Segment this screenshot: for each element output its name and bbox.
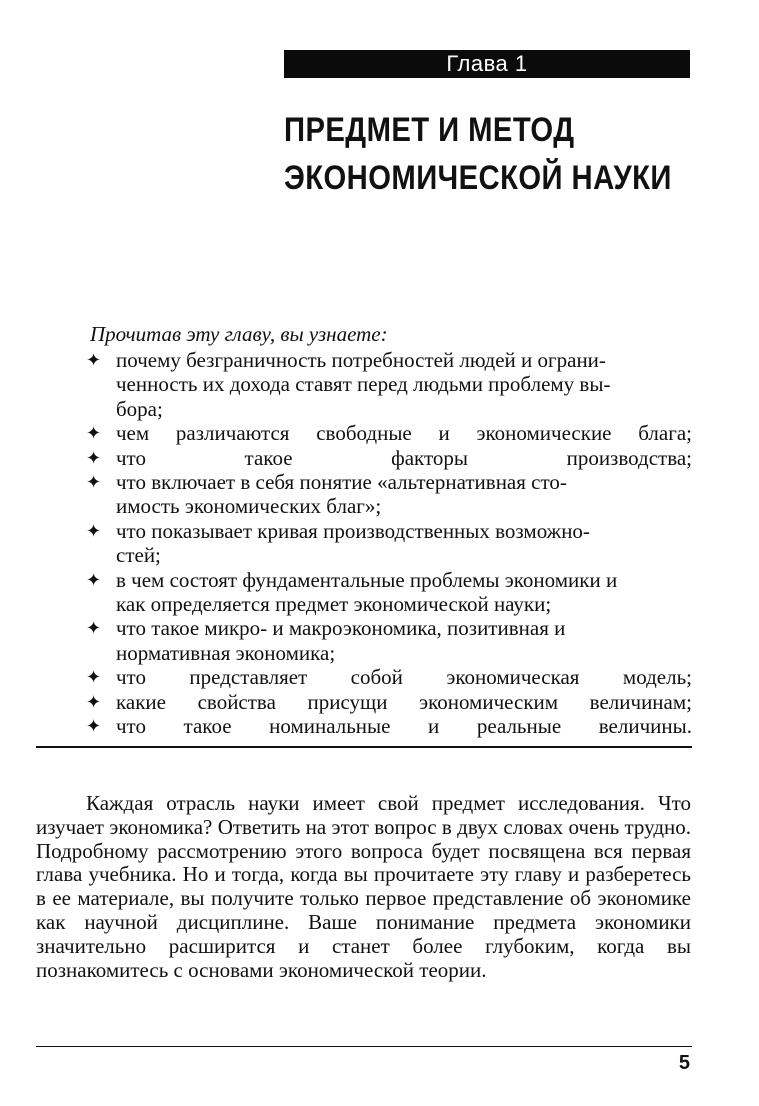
four-point-star-icon: ✦ [86, 667, 102, 688]
objective-text [116, 714, 692, 738]
objective-line: что такое номинальные и реальные величины. [116, 714, 692, 739]
chapter-title-line-2: ЭКОНОМИЧЕСКОЙ НАУКИ [284, 159, 672, 197]
objective-text [116, 446, 692, 470]
objective-text [116, 690, 692, 714]
footer-rule [36, 1046, 692, 1047]
four-point-star-icon: ✦ [86, 423, 102, 444]
four-point-star-icon: ✦ [86, 569, 102, 590]
four-point-star-icon: ✦ [86, 520, 102, 541]
objective-line: что представляет собой экономическая модель; [116, 665, 692, 690]
objectives-heading: Прочитав эту главу, вы узнаете: [90, 322, 388, 346]
objective-line: как определяется предмет экономической науки; [116, 592, 552, 617]
objective-text [116, 616, 692, 665]
four-point-star-icon: ✦ [86, 447, 102, 468]
objective-line: почему безграничность потребностей людей и ограни- [116, 348, 606, 372]
objective-line: стей; [116, 543, 161, 568]
objective-item [84, 616, 692, 665]
four-point-star-icon: ✦ [86, 691, 102, 712]
objective-text [116, 470, 692, 519]
four-point-star-icon: ✦ [86, 472, 102, 493]
four-point-star-icon: ✦ [86, 350, 102, 370]
objective-item [84, 714, 692, 738]
objective-text [116, 568, 692, 617]
objective-item [84, 568, 692, 617]
objective-item [84, 470, 692, 519]
page-number: 5 [678, 1052, 690, 1074]
section-divider [36, 746, 692, 748]
objective-line: что такое микро- и макроэкономика, позитивная и [116, 616, 566, 641]
four-point-star-icon: ✦ [86, 716, 102, 737]
objective-item [84, 348, 692, 421]
objective-line: нормативная экономика; [116, 640, 336, 665]
objective-item [84, 519, 692, 568]
objective-line: имость экономических благ»; [116, 494, 382, 519]
objective-line: чем различаются свободные и экономические блага; [116, 421, 692, 446]
objective-text [116, 348, 692, 421]
objective-item [84, 421, 692, 445]
objective-item [84, 665, 692, 689]
objectives-list [84, 348, 692, 739]
intro-paragraph: Каждая отрасль науки имеет свой предмет исследования. Что изучает экономика? Ответить на этот вопрос в двух словах очень трудно. Подробному рассмотрению этого вопроса будет посвящена вся первая глава учебника. Но и тогда, когда вы прочитаете эту главу и разберетесь в ее материале, вы получите только первое представление об экономике как научной дисциплине. Ваше понимание предмета экономики значительно расширится и станет более глубоким, когда вы познакомитесь с основами экономической теории. [36, 791, 691, 982]
four-point-star-icon: ✦ [86, 618, 102, 639]
objective-text [116, 421, 692, 445]
objective-item [84, 446, 692, 470]
chapter-title-line-1: ПРЕДМЕТ И МЕТОД [284, 111, 575, 149]
chapter-label: Глава 1 [446, 51, 528, 76]
chapter-title [284, 106, 672, 202]
objective-text [116, 665, 692, 689]
objective-line: что показывает кривая производственных возможно- [116, 518, 590, 543]
objective-line: что включает в себя понятие «альтернативная сто- [116, 470, 567, 495]
objective-line: бора; [116, 396, 163, 421]
objective-line: в чем состоят фундаментальные проблемы экономики и [116, 567, 618, 592]
objective-item [84, 690, 692, 714]
objective-line: что такое факторы производства; [116, 445, 692, 470]
chapter-label-bar [284, 50, 690, 78]
objective-text [116, 519, 692, 568]
objective-line: какие свойства присущи экономическим величинам; [116, 689, 692, 714]
objective-line: ченность их дохода ставят перед людьми проблему вы- [116, 372, 611, 397]
